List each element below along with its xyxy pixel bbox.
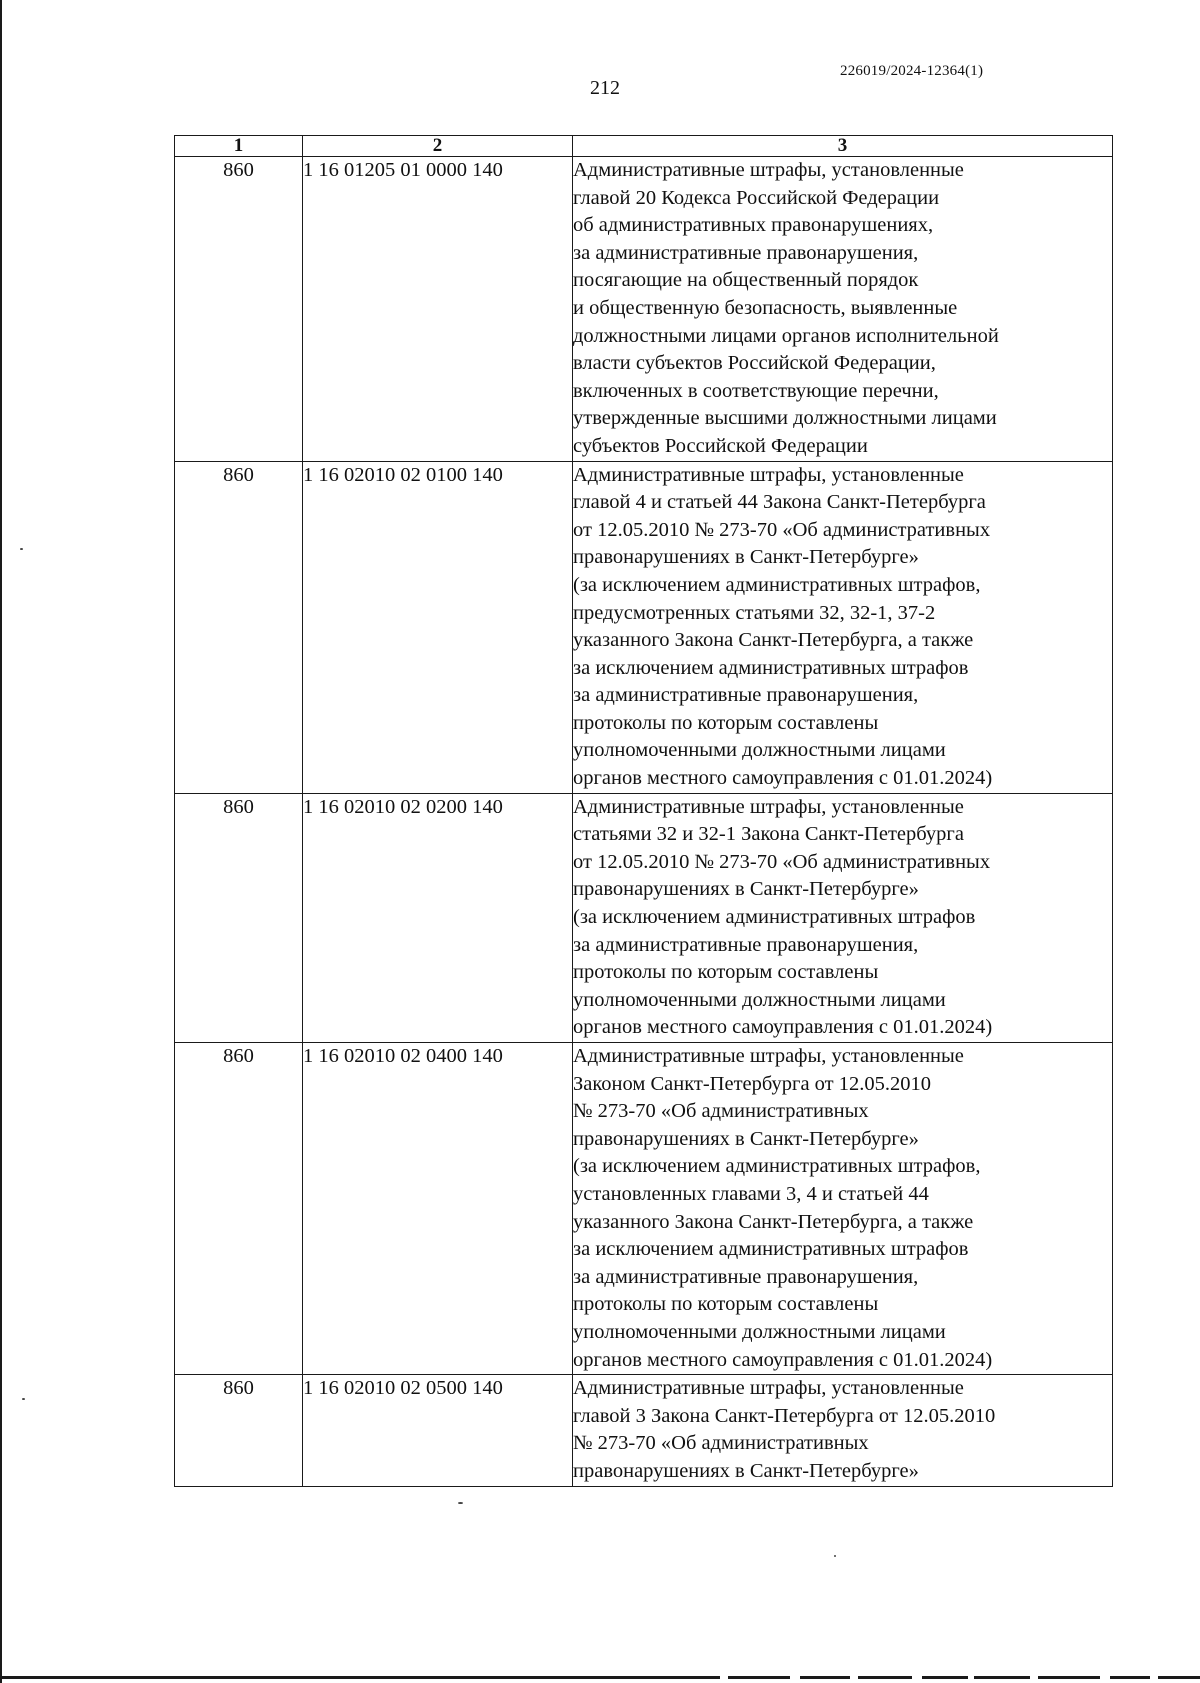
description-line: органов местного самоуправления с 01.01.2024) xyxy=(573,767,993,790)
description-line: об административных правонарушениях, xyxy=(573,214,934,237)
description-line: главой 4 и статьей 44 Закона Санкт-Петербурга xyxy=(573,491,986,514)
budget-classification-code-cell: 1 16 02010 02 0200 140 xyxy=(303,793,573,1042)
scan-artifact xyxy=(1030,1676,1038,1679)
description-line: за административные правонарушения, xyxy=(573,933,919,956)
admin-code-cell: 860 xyxy=(175,1375,303,1486)
description-line: правонарушениях в Санкт-Петербурге» xyxy=(573,878,919,901)
description-line: за административные правонарушения, xyxy=(573,684,919,707)
description-line: установленных главами 3, 4 и статьей 44 xyxy=(573,1182,929,1205)
description-line: главой 20 Кодекса Российской Федерации xyxy=(573,186,940,209)
description-line: за административные правонарушения, xyxy=(573,241,919,264)
description-line: за исключением административных штрафов xyxy=(573,656,969,679)
scan-artifact xyxy=(1100,1676,1110,1679)
description-line: и общественную безопасность, выявленные xyxy=(573,296,958,319)
description-line: посягающие на общественный порядок xyxy=(573,269,919,292)
description-line: протоколы по которым составлены xyxy=(573,711,879,734)
description-line: правонарушениях в Санкт-Петербурге» xyxy=(573,1127,919,1150)
description-line: Административные штрафы, установленные xyxy=(573,1377,964,1400)
table-row xyxy=(175,793,1113,1042)
table-body xyxy=(175,157,1113,1487)
document-registration-number: 226019/2024-12364(1) xyxy=(840,63,984,79)
scan-edge xyxy=(0,0,2,1683)
description-line: протоколы по которым составлены xyxy=(573,1293,879,1316)
description-line: субъектов Российской Федерации xyxy=(573,434,868,457)
description-line: указанного Закона Санкт-Петербурга, а также xyxy=(573,629,974,652)
description-line: от 12.05.2010 № 273-70 «Об административных xyxy=(573,850,991,873)
admin-code-cell: 860 xyxy=(175,1043,303,1375)
description-line: (за исключением административных штрафов xyxy=(573,906,976,929)
description-line: от 12.05.2010 № 273-70 «Об административных xyxy=(573,518,991,541)
scan-artifact xyxy=(968,1676,974,1679)
budget-codes-table xyxy=(174,135,1113,1487)
description-line: должностными лицами органов исполнительной xyxy=(573,324,999,347)
description-line: Законом Санкт-Петербурга от 12.05.2010 xyxy=(573,1072,931,1095)
description-line: за административные правонарушения, xyxy=(573,1265,919,1288)
budget-classification-code-cell: 1 16 02010 02 0500 140 xyxy=(303,1375,573,1486)
budget-classification-code-cell: 1 16 02010 02 0100 140 xyxy=(303,461,573,793)
table-header-row xyxy=(175,136,1113,157)
description-cell xyxy=(573,1375,1113,1486)
scan-artifact xyxy=(22,1398,25,1400)
scan-artifact xyxy=(790,1676,800,1679)
description-line: включенных в соответствующие перечни, xyxy=(573,379,939,402)
description-line: Административные штрафы, установленные xyxy=(573,463,964,486)
description-line: Административные штрафы, установленные xyxy=(573,159,964,181)
description-line: уполномоченными должностными лицами xyxy=(573,739,946,762)
scan-artifact xyxy=(912,1676,922,1679)
description-line: уполномоченными должностными лицами xyxy=(573,988,946,1011)
description-line: правонарушениях в Санкт-Петербурге» xyxy=(573,546,919,569)
budget-classification-code-cell: 1 16 01205 01 0000 140 xyxy=(303,157,573,462)
scan-artifact xyxy=(20,548,23,550)
table-row xyxy=(175,157,1113,462)
table-row xyxy=(175,461,1113,793)
table-row xyxy=(175,1375,1113,1486)
description-line: протоколы по которым составлены xyxy=(573,961,879,984)
description-line: за исключением административных штрафов xyxy=(573,1238,969,1261)
description-line: утвержденные высшими должностными лицами xyxy=(573,407,997,430)
description-line: Административные штрафы, установленные xyxy=(573,795,964,818)
scan-artifact xyxy=(720,1676,728,1679)
scan-artifact xyxy=(850,1676,858,1679)
scan-artifact xyxy=(834,1555,836,1557)
column-header-3: 3 xyxy=(573,136,1113,157)
table-row xyxy=(175,1043,1113,1375)
admin-code-cell: 860 xyxy=(175,461,303,793)
description-line: Административные штрафы, установленные xyxy=(573,1045,964,1067)
description-line: органов местного самоуправления с 01.01.2024) xyxy=(573,1348,993,1371)
description-line: власти субъектов Российской Федерации, xyxy=(573,352,936,375)
description-cell xyxy=(573,793,1113,1042)
admin-code-cell: 860 xyxy=(175,793,303,1042)
description-cell xyxy=(573,1043,1113,1375)
admin-code-cell: 860 xyxy=(175,157,303,462)
description-line: № 273-70 «Об административных xyxy=(573,1100,869,1123)
description-line: правонарушениях в Санкт-Петербурге» xyxy=(573,1459,919,1482)
description-line: предусмотренных статьями 32, 32-1, 37-2 xyxy=(573,601,936,624)
description-line: указанного Закона Санкт-Петербурга, а также xyxy=(573,1210,974,1233)
scan-artifact xyxy=(1150,1676,1158,1679)
budget-classification-code-cell: 1 16 02010 02 0400 140 xyxy=(303,1043,573,1375)
description-line: (за исключением административных штрафов, xyxy=(573,573,981,596)
description-line: уполномоченными должностными лицами xyxy=(573,1320,946,1343)
description-line: главой 3 Закона Санкт-Петербурга от 12.05.2010 xyxy=(573,1404,996,1427)
description-line: № 273-70 «Об административных xyxy=(573,1432,869,1455)
scan-artifact xyxy=(458,1502,463,1504)
column-header-2: 2 xyxy=(303,136,573,157)
description-line: органов местного самоуправления с 01.01.2024) xyxy=(573,1016,993,1039)
scan-bottom-edge xyxy=(0,1676,1200,1679)
description-cell xyxy=(573,157,1113,462)
column-header-1: 1 xyxy=(175,136,303,157)
description-line: статьями 32 и 32-1 Закона Санкт-Петербурга xyxy=(573,823,964,846)
description-line: (за исключением административных штрафов, xyxy=(573,1155,981,1178)
description-cell xyxy=(573,461,1113,793)
page-number: 212 xyxy=(590,77,620,99)
